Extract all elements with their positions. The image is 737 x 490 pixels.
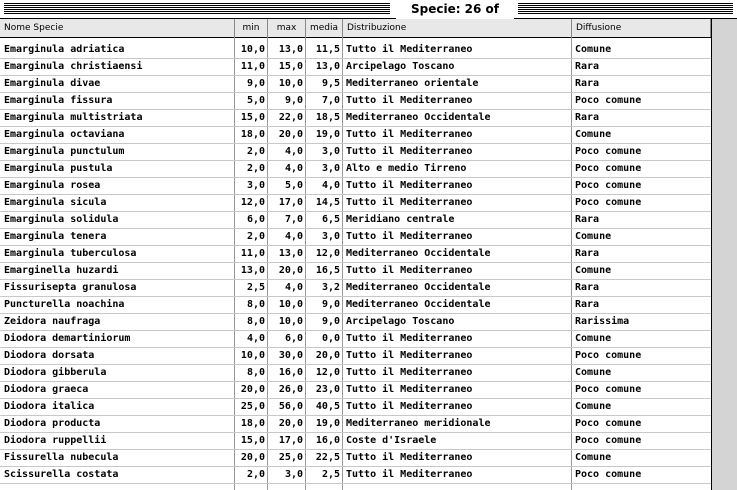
max-cell: 20,0 — [278, 418, 303, 429]
diffusione-cell: Comune — [575, 231, 612, 242]
diffusione-cell: Poco comune — [575, 95, 642, 106]
max-cell: 4,0 — [284, 146, 303, 157]
species-name-cell: Puncturella noachina — [4, 299, 125, 310]
media-cell: 3,0 — [321, 163, 340, 174]
max-cell: 56,0 — [278, 401, 303, 412]
max-cell: 10,0 — [278, 78, 303, 89]
column-header-min[interactable]: min — [235, 19, 268, 37]
distribuzione-cell: Coste d'Israele — [346, 435, 437, 446]
media-cell: 19,0 — [315, 129, 340, 140]
table-row[interactable] — [0, 331, 711, 348]
max-cell: 10,0 — [278, 299, 303, 310]
media-cell: 40,5 — [315, 401, 340, 412]
min-cell: 6,0 — [246, 214, 265, 225]
media-cell: 12,0 — [315, 248, 340, 259]
media-cell: 2,5 — [321, 469, 340, 480]
table-row[interactable] — [0, 127, 711, 144]
diffusione-cell: Poco comune — [575, 384, 642, 395]
table-row[interactable] — [0, 195, 711, 212]
media-cell: 3,2 — [321, 282, 340, 293]
diffusione-cell: Poco comune — [575, 197, 642, 208]
max-cell: 17,0 — [278, 435, 303, 446]
distribuzione-cell: Mediterraneo Occidentale — [346, 112, 491, 123]
diffusione-cell: Rara — [575, 61, 600, 72]
diffusione-cell: Rara — [575, 78, 600, 89]
media-cell: 12,0 — [315, 367, 340, 378]
table-row[interactable] — [0, 416, 711, 433]
distribuzione-cell: Tutto il Mediterraneo — [346, 401, 473, 412]
title-bar[interactable] — [0, 0, 737, 19]
min-cell: 2,0 — [246, 231, 265, 242]
diffusione-cell: Poco comune — [575, 350, 642, 361]
min-cell: 15,0 — [240, 112, 265, 123]
media-cell: 9,0 — [321, 299, 340, 310]
max-cell: 6,0 — [284, 333, 303, 344]
min-cell: 20,0 — [240, 452, 265, 463]
table-row[interactable] — [0, 246, 711, 263]
vertical-scrollbar[interactable] — [711, 19, 737, 490]
species-name-cell: Emarginula multistriata — [4, 112, 143, 123]
media-cell: 3,0 — [321, 146, 340, 157]
table-row[interactable] — [0, 93, 711, 110]
distribuzione-cell: Tutto il Mediterraneo — [346, 384, 473, 395]
diffusione-cell: Comune — [575, 452, 612, 463]
diffusione-cell: Rarissima — [575, 316, 630, 327]
min-cell: 2,0 — [246, 469, 265, 480]
table-row[interactable] — [0, 161, 711, 178]
max-cell: 13,0 — [278, 248, 303, 259]
species-name-cell: Emarginula solidula — [4, 214, 119, 225]
min-cell: 11,0 — [240, 248, 265, 259]
media-cell: 19,0 — [315, 418, 340, 429]
column-header-max[interactable]: max — [268, 19, 306, 37]
distribuzione-cell: Tutto il Mediterraneo — [346, 180, 473, 191]
species-name-cell: Diodora graeca — [4, 384, 89, 395]
distribuzione-cell: Tutto il Mediterraneo — [346, 197, 473, 208]
species-name-cell: Diodora dorsata — [4, 350, 95, 361]
min-cell: 10,0 — [240, 350, 265, 361]
species-name-cell: Emarginula pustula — [4, 163, 113, 174]
table-row[interactable] — [0, 263, 711, 280]
media-cell: 7,0 — [321, 95, 340, 106]
max-cell: 16,0 — [278, 367, 303, 378]
table-row[interactable] — [0, 280, 711, 297]
diffusione-cell: Poco comune — [575, 418, 642, 429]
media-cell: 6,5 — [321, 214, 340, 225]
table-row[interactable] — [0, 59, 711, 76]
table-row[interactable] — [0, 399, 711, 416]
distribuzione-cell: Arcipelago Toscano — [346, 316, 455, 327]
media-cell: 13,0 — [315, 61, 340, 72]
distribuzione-cell: Tutto il Mediterraneo — [346, 95, 473, 106]
table-row[interactable] — [0, 76, 711, 93]
media-cell: 3,0 — [321, 231, 340, 242]
table-row[interactable] — [0, 365, 711, 382]
diffusione-cell: Comune — [575, 265, 612, 276]
species-name-cell: Emarginula christiaensi — [4, 61, 143, 72]
min-cell: 18,0 — [240, 418, 265, 429]
media-cell: 9,0 — [321, 316, 340, 327]
species-name-cell: Fissurella nubecula — [4, 452, 119, 463]
species-name-cell: Diodora italica — [4, 401, 95, 412]
max-cell: 3,0 — [284, 469, 303, 480]
species-name-cell: Emarginula tuberculosa — [4, 248, 137, 259]
species-name-cell: Diodora producta — [4, 418, 101, 429]
species-name-cell: Diodora ruppellii — [4, 435, 107, 446]
min-cell: 9,0 — [246, 78, 265, 89]
min-cell: 11,0 — [240, 61, 265, 72]
table-row[interactable] — [0, 110, 711, 127]
distribuzione-cell: Tutto il Mediterraneo — [346, 146, 473, 157]
diffusione-cell: Poco comune — [575, 435, 642, 446]
max-cell: 4,0 — [284, 282, 303, 293]
distribuzione-cell: Tutto il Mediterraneo — [346, 367, 473, 378]
min-cell: 8,0 — [246, 367, 265, 378]
column-header-distribuzione[interactable]: Distribuzione — [343, 19, 572, 37]
species-name-cell: Emarginella huzardi — [4, 265, 119, 276]
max-cell: 4,0 — [284, 231, 303, 242]
max-cell: 5,0 — [284, 180, 303, 191]
distribuzione-cell: Tutto il Mediterraneo — [346, 452, 473, 463]
distribuzione-cell: Arcipelago Toscano — [346, 61, 455, 72]
max-cell: 15,0 — [278, 61, 303, 72]
max-cell: 20,0 — [278, 265, 303, 276]
max-cell: 30,0 — [278, 350, 303, 361]
media-cell: 23,0 — [315, 384, 340, 395]
diffusione-cell: Comune — [575, 129, 612, 140]
media-cell: 9,5 — [321, 78, 340, 89]
title-bar-stripes-right — [518, 3, 733, 14]
max-cell: 20,0 — [278, 129, 303, 140]
diffusione-cell: Poco comune — [575, 180, 642, 191]
species-name-cell: Emarginula adriatica — [4, 44, 125, 55]
min-cell: 18,0 — [240, 129, 265, 140]
distribuzione-cell: Mediterraneo Occidentale — [346, 248, 491, 259]
media-cell: 18,5 — [315, 112, 340, 123]
min-cell: 13,0 — [240, 265, 265, 276]
species-name-cell: Zeidora naufraga — [4, 316, 101, 327]
species-name-cell: Emarginula divae — [4, 78, 101, 89]
media-cell: 0,0 — [321, 333, 340, 344]
diffusione-cell: Rara — [575, 248, 600, 259]
species-name-cell: Diodora demartiniorum — [4, 333, 131, 344]
min-cell: 10,0 — [240, 44, 265, 55]
max-cell: 4,0 — [284, 163, 303, 174]
species-name-cell: Emarginula sicula — [4, 197, 107, 208]
distribuzione-cell: Tutto il Mediterraneo — [346, 469, 473, 480]
column-header-media[interactable]: media — [306, 19, 343, 37]
min-cell: 3,0 — [246, 180, 265, 191]
table-row[interactable] — [0, 212, 711, 229]
column-header-diffusione[interactable]: Diffusione — [572, 19, 711, 37]
diffusione-cell: Rara — [575, 112, 600, 123]
diffusione-cell: Comune — [575, 44, 612, 55]
distribuzione-cell: Tutto il Mediterraneo — [346, 333, 473, 344]
min-cell: 8,0 — [246, 299, 265, 310]
diffusione-cell: Comune — [575, 401, 612, 412]
media-cell: 4,0 — [321, 180, 340, 191]
diffusione-cell: Comune — [575, 367, 612, 378]
window-title: Specie: 26 of — [396, 1, 514, 33]
min-cell: 15,0 — [240, 435, 265, 446]
max-cell: 13,0 — [278, 44, 303, 55]
min-cell: 2,5 — [246, 282, 265, 293]
species-name-cell: Emarginula octaviana — [4, 129, 125, 140]
table-row[interactable] — [0, 467, 711, 484]
distribuzione-cell: Mediterraneo meridionale — [346, 418, 491, 429]
table-row[interactable] — [0, 144, 711, 161]
min-cell: 20,0 — [240, 384, 265, 395]
table-row[interactable] — [0, 450, 711, 467]
max-cell: 26,0 — [278, 384, 303, 395]
max-cell: 22,0 — [278, 112, 303, 123]
table-row[interactable] — [0, 229, 711, 246]
min-cell: 4,0 — [246, 333, 265, 344]
column-header-nome-specie[interactable]: Nome Specie — [0, 19, 235, 37]
species-name-cell: Emarginula rosea — [4, 180, 101, 191]
max-cell: 10,0 — [278, 316, 303, 327]
diffusione-cell: Poco comune — [575, 146, 642, 157]
distribuzione-cell: Tutto il Mediterraneo — [346, 231, 473, 242]
diffusione-cell: Rara — [575, 214, 600, 225]
table-row[interactable] — [0, 42, 711, 59]
table-row[interactable] — [0, 178, 711, 195]
max-cell: 9,0 — [284, 95, 303, 106]
diffusione-cell: Poco comune — [575, 469, 642, 480]
species-name-cell: Diodora gibberula — [4, 367, 107, 378]
species-name-cell: Emarginula punctulum — [4, 146, 125, 157]
max-cell: 25,0 — [278, 452, 303, 463]
min-cell: 2,0 — [246, 146, 265, 157]
species-name-cell: Fissurisepta granulosa — [4, 282, 137, 293]
diffusione-cell: Comune — [575, 333, 612, 344]
min-cell: 8,0 — [246, 316, 265, 327]
distribuzione-cell: Tutto il Mediterraneo — [346, 265, 473, 276]
distribuzione-cell: Tutto il Mediterraneo — [346, 44, 473, 55]
species-name-cell: Emarginula tenera — [4, 231, 107, 242]
distribuzione-cell: Mediterraneo Occidentale — [346, 299, 491, 310]
diffusione-cell: Rara — [575, 299, 600, 310]
media-cell: 14,5 — [315, 197, 340, 208]
min-cell: 12,0 — [240, 197, 265, 208]
media-cell: 16,0 — [315, 435, 340, 446]
table-row[interactable] — [0, 297, 711, 314]
min-cell: 25,0 — [240, 401, 265, 412]
table-row[interactable] — [0, 348, 711, 365]
media-cell: 11,5 — [315, 44, 340, 55]
table-row[interactable] — [0, 314, 711, 331]
max-cell: 17,0 — [278, 197, 303, 208]
table-row[interactable] — [0, 433, 711, 450]
min-cell: 5,0 — [246, 95, 265, 106]
species-table — [0, 37, 711, 490]
table-row[interactable] — [0, 382, 711, 399]
distribuzione-cell: Alto e medio Tirreno — [346, 163, 467, 174]
diffusione-cell: Rara — [575, 282, 600, 293]
diffusione-cell: Poco comune — [575, 163, 642, 174]
species-name-cell: Emarginula fissura — [4, 95, 113, 106]
media-cell: 22,5 — [315, 452, 340, 463]
title-bar-stripes-left — [4, 3, 390, 14]
max-cell: 7,0 — [284, 214, 303, 225]
distribuzione-cell: Tutto il Mediterraneo — [346, 350, 473, 361]
media-cell: 16,5 — [315, 265, 340, 276]
distribuzione-cell: Tutto il Mediterraneo — [346, 129, 473, 140]
distribuzione-cell: Meridiano centrale — [346, 214, 455, 225]
min-cell: 2,0 — [246, 163, 265, 174]
species-name-cell: Scissurella costata — [4, 469, 119, 480]
distribuzione-cell: Mediterraneo orientale — [346, 78, 479, 89]
distribuzione-cell: Mediterraneo Occidentale — [346, 282, 491, 293]
media-cell: 20,0 — [315, 350, 340, 361]
table-header — [0, 19, 711, 38]
